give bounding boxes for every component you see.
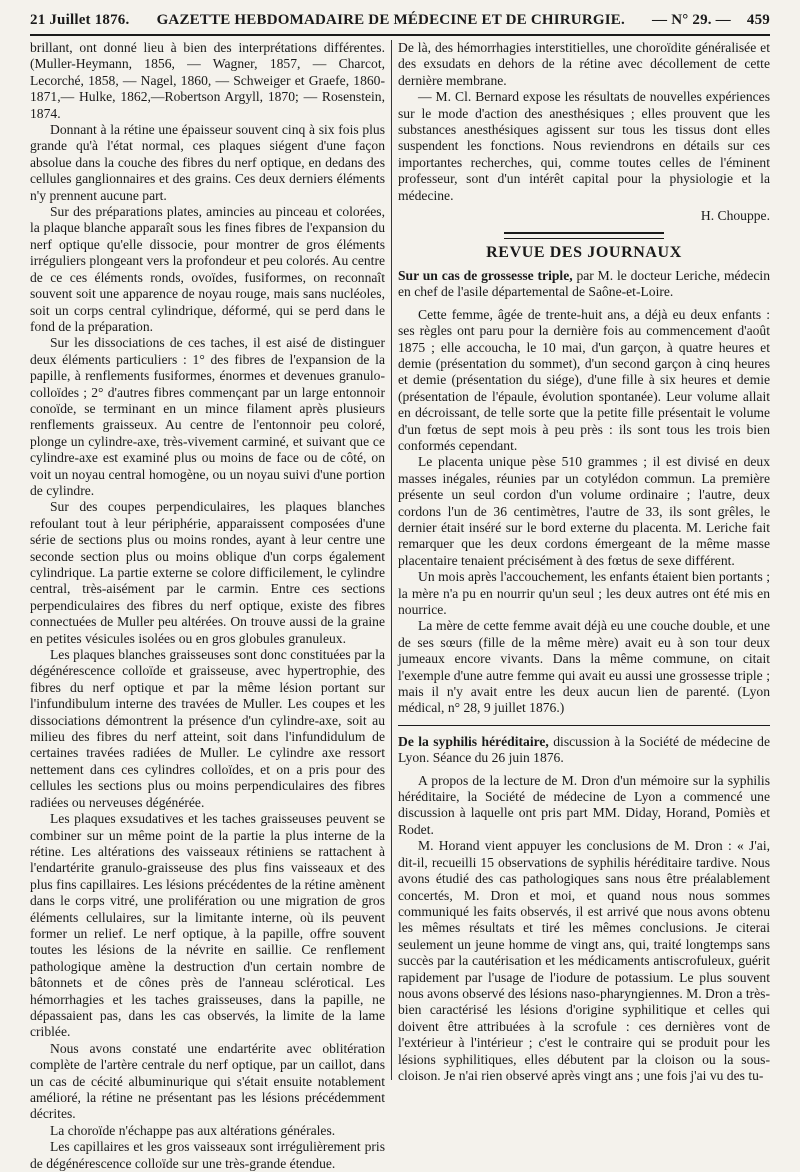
article-heading (398, 268, 770, 301)
signature: H. Chouppe. (700, 208, 770, 224)
header-date: 21 Juillet 1876. (30, 11, 130, 28)
paragraph: Un mois après l'accouchement, les enfants étaient bien portants ; la mère n'a pu en nourrir qu'un seul ; les deux autres ont été mis en nourrice. (398, 569, 770, 617)
paragraph: Sur des préparations plates, amincies au pinceau et colorées, la plaque blanche apparaît sous les fines fibres de l'expansion du nerf optique qu'elle dissocie, pour montrer de gros éléments irréguliers plongeant vers la profondeur et peu colorés. Au centre de ce ces éléments ronds, ovoïdes, fusiformes, on reconnaît souvent soit une apparence de noyau rouge, mais sans nucléoles, soit un corps central cylindrique, déformé, qui se perd dans le fond de la préparation. (30, 204, 385, 334)
issue-block (652, 12, 770, 29)
section-title: REVUE DES JOURNAUX (486, 244, 682, 262)
paragraph: Sur les dissociations de ces taches, il est aisé de distinguer deux éléments particuliers : 1° des fibres de l'expansion de la papille, à renflements fusiformes, énormes et devenues granulo-colloïdes ; 2° d'autres fibres commençant par un large entonnoir conoïde, se terminant en un mince filament après plusieurs renflements graisseux. Au centre de l'entonnoir peu coloré, plonge un cylindre-axe, très-vivement carminé, et suivant que ce cylindre-axe est examiné plus ou moins de face ou de côté, on voit un noyau central homogène, ou un noyau suivi d'une portion de cylindre. (30, 335, 385, 498)
paragraph: Cette femme, âgée de trente-huit ans, a déjà eu deux enfants : ses règles ont paru pour la dernière fois au commencement d'août 1875 ; elle accoucha, le 10 mai, d'un garçon, à quatre heures et demie (présentation du sommet), d'un second garçon à cinq heures et demie (présentation du siége), d'une fille à six heures et demie (présentation de l'épaule, évolution spontanée). Leur volume allait en décroissant, de telle sorte que la petite fille présentait le volume d'un fœtus de sept mois à peu près : ils sont tous les trois bien conformés cependant. (398, 306, 770, 453)
article-byline: par M. le docteur Leriche, médecin en chef de l'asile départemental de Saône-et-Loire. (398, 267, 770, 300)
article-byline: discussion à la Société de médecine de Lyon. Séance du 26 juin 1876. (398, 733, 770, 766)
page-number: 459 (746, 11, 770, 28)
paragraph: Sur des coupes perpendiculaires, les plaques blanches refoulant tout à leur périphérie, apparaissent composées d'une série de sections plus ou moins rondes, ayant à leur centre une seconde section plus ou moins oblique d'un corps également cylindrique. La partie externe se colore difficilement, le cylindre central, très-aisément par le carmin. Entre ces sections perpendiculaires des fibres du nerf optique, existe des fibres connectuées de Muller peu altérées. On trouve aussi de la graine en petites vésicules isolées ou en gros globules granuleux. (30, 499, 385, 646)
article-separator (398, 725, 770, 726)
column-divider (391, 40, 392, 1080)
paragraph: — M. Cl. Bernard expose les résultats de nouvelles expériences sur le mode d'action des anesthésiques ; elles prouvent que les substances anesthésiques agissent sur tous les tissus dont elles suspendent les fonctions. Nous reviendrons en détails sur ces importantes recherches, qui, comme toutes celles de l'éminent professeur, sont d'un intérêt capital pour la physiologie et la médecine. (398, 89, 770, 203)
paragraph: Les plaques exsudatives et les taches graisseuses peuvent se combiner sur un même point de la partie la plus interne de la rétine. Les altérations des vaisseaux rétiniens se rattachent à l'endartérite granulo-graisseuse des plus fins vaisseaux et des plus fins capillaires. Les lésions précédentes de la rétine amènent dans le corps vitré, une prolifération ou une migration de gros éléments cellulaires, sur la limitante interne, où ils peuvent former un relief. Le nerf optique, à la papille, offre souvent toutes les lésions de la névrite en saillie. Ce renflement pathologique amène la destruction d'un certain nombre de bâtonnets et de cônes près de l'anneau sclérotical. Les hémorrhagies et les taches graisseuses, dans la papille, ne dépassaient pas, dans les cas observés, la limite de la lame criblée. (30, 811, 385, 1040)
paragraph: La choroïde n'échappe pas aux altérations générales. (50, 1122, 336, 1138)
article-heading (398, 734, 770, 767)
paragraph: A propos de la lecture de M. Dron d'un mémoire sur la syphilis héréditaire, la Société de médecine de Lyon a commencé une discussion à laquelle ont pris part MM. Diday, Horand, Pomiès et Rodet. (398, 772, 770, 837)
paragraph: M. Horand vient appuyer les conclusions de M. Dron : « J'ai, dit-il, recueilli 15 observations de syphilis héréditaire tardive. Nous avons étudié des cas pathologiques sans nous être préalablement concertés, M. Dron et moi, et quand nous nous sommes communiqué les faits observés, il est arrivé que nous avons obtenu les mêmes résultats et tiré les mêmes conclusions. Je citerai seulement un jeune homme de vingt ans, qui, traité longtemps sans succès par la cautérisation et les médicaments antiscrofuleux, guérit rapidement par l'usage de l'iodure de potassium. Le plus souvent nous avons observé des lésions naso-pharyngiennes. M. Dron a très-bien caractérisé les lésions d'origine syphilitique et celles qui doivent être attribuées à la scrofule : ces dernières vont de l'extérieur à l'intérieur ; c'est le contraire qui se produit pour les lésions syphilitiques, elles débutent par la cloison ou la sous-cloison. Je n'ai rien observé après vingt ans ; une fois j'ai vu des tu- (398, 838, 770, 1083)
paragraph: Les plaques blanches graisseuses sont donc constituées par la dégénérescence colloïde et graisseuse, avec hypertrophie, des fibres du nerf optique et par la même lésion portant sur l'infundibulum interne des travées de Muller. Les coupes et les dissociations démontrent la présence d'un cylindre-axe, soit au milieu des fibres du nerf atteint, soit dans l'infundidulum de certaines travées radiées de Muller. Le cylindre axe ressort nettement dans ces cylindres colloïdes, et on a pris pour des cellules les sections plus ou moins perpendiculaires des fibres radiées ou nerveuses dégénérée. (30, 647, 385, 810)
paragraph: La mère de cette femme avait déjà eu une couche double, et une de ses sœurs (fille de la même mère) avait eu à son tour deux jumeaux encore vivants. Dans la même commune, on citait l'exemple d'une autre femme qui avait eu aussi une grossesse triple ; mais il n'y avait entre les deux aucun lien de parenté. (Lyon médical, n° 28, 9 juillet 1876.) (398, 618, 770, 716)
issue-number: — N° 29. — (652, 11, 731, 28)
paragraph: Le placenta unique pèse 510 grammes ; il est divisé en deux masses inégales, réunies par un cotylédon commun. La première présente un seul cordon d'un volume ordinaire ; l'autre, deux cordons l'un de 36 centimètres, l'autre de 33, ils sont grêles, le dernier était inséré sur le bord externe du placenta. M. Leriche fait remarquer que les deux cordons émergeant de la même masse placentaire tenaient précisément à des fœtus de sexe différent. (398, 454, 770, 568)
article-title: Sur un cas de grossesse triple, (398, 267, 573, 283)
right-column (398, 40, 770, 1083)
paragraph: Donnant à la rétine une épaisseur souvent cinq à six fois plus grande qu'à l'état normal, ces plaques siégent d'une façon absolue dans la couche des fibres du nerf optique, en dedans des cellules ganglionnaires et des grains. Ces deux derniers éléments n'y prennent aucune part. (30, 122, 385, 203)
paragraph: De là, des hémorrhagies interstitielles, une choroïdite généralisée et des exsudats en dehors de la rétine avec décollement de cette dernière membrane. (398, 40, 770, 88)
paragraph: brillant, ont donné lieu à bien des interprétations différentes. (Muller-Heymann, 1856, — Wagner, 1857, — Charcot, Lecorché, 1858, — Nagel, 1860, — Schweiger et Graefe, 1860-1871,— Hulke, 1862,—Robertson Argyll, 1870; — Rosenstein, 1874. (30, 40, 385, 121)
article-title: De la syphilis héréditaire, (398, 733, 549, 749)
paragraph: Nous avons constaté une endartérite avec oblitération complète de l'artère centrale du nerf optique, par un caillot, dans un cas de cécité albuminurique qui s'était ensuite notablement amélioré, la rétine ne présentant pas les lésions précédemment décrites. (30, 1040, 385, 1122)
journal-title: GAZETTE HEBDOMADAIRE DE MÉDECINE ET DE CHIRURGIE. (156, 11, 625, 28)
left-column (30, 40, 385, 1171)
page-header (30, 6, 770, 36)
section-ornament (504, 232, 664, 239)
paragraph: Les capillaires et les gros vaisseaux sont irrégulièrement pris de dégénérescence colloïde sur une très-grande étendue. (30, 1139, 385, 1171)
